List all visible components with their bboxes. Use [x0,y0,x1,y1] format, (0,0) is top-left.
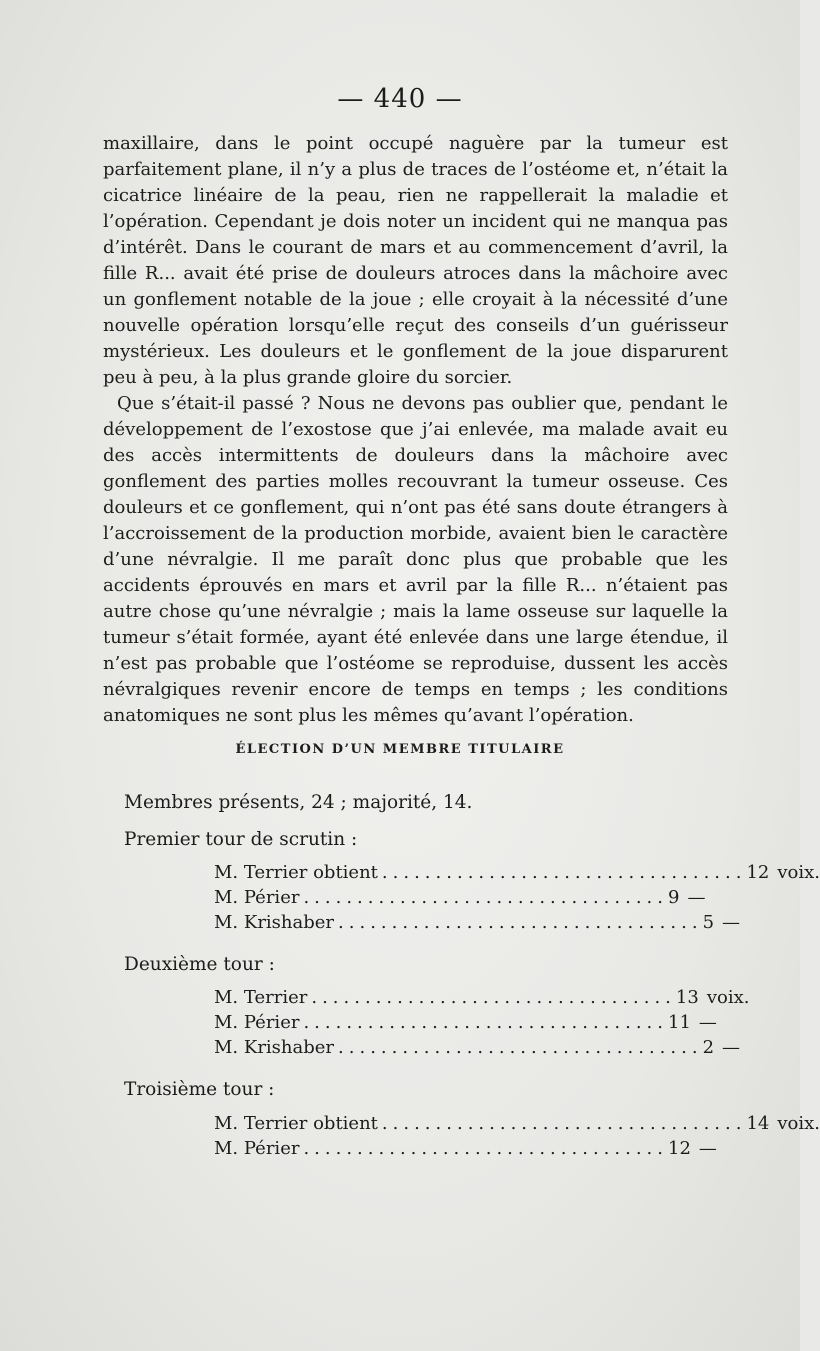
leader-dots: .................................. [311,987,676,1008]
vote-count: 5 [702,912,715,933]
vote-count: 12 [668,1138,691,1159]
election-summary: Membres présents, 24 ; majorité, 14. [124,792,473,813]
page-number: — 440 — [337,84,463,114]
result-row [214,987,750,1013]
vote-count: 9 [668,887,680,908]
leader-dots: .................................. [381,1113,747,1134]
result-row [214,1037,741,1063]
leader-dots: .................................. [381,862,747,883]
section-title: ÉLECTION D’UN MEMBRE TITULAIRE [235,742,565,757]
candidate-name: M. Terrier obtient [214,1113,378,1134]
round-title: Premier tour de scrutin : [124,829,358,850]
candidate-name: M. Terrier [214,987,308,1008]
candidate-name: M. Périer [214,1138,300,1159]
vote-unit: — [698,1012,717,1033]
result-row [214,862,820,888]
candidate-name: M. Périer [214,887,300,908]
vote-count: 12 [746,862,770,883]
vote-unit: — [687,887,706,908]
leader-dots: .................................. [303,887,668,908]
leader-dots: .................................. [338,912,703,933]
vote-count: 13 [675,987,699,1008]
candidate-name: M. Périer [214,1012,300,1033]
vote-count: 11 [668,1012,691,1033]
vote-unit: — [698,1138,717,1159]
vote-unit: voix. [777,1113,820,1134]
result-row [214,887,706,913]
vote-count: 2 [702,1037,715,1058]
vote-unit: — [722,912,741,933]
vote-unit: — [722,1037,741,1058]
round-title: Deuxième tour : [124,954,275,975]
candidate-name: M. Krishaber [214,1037,335,1058]
leader-dots: .................................. [338,1037,703,1058]
vote-unit: voix. [706,987,750,1008]
vote-unit: voix. [777,862,820,883]
paragraph: Que s’était-il passé ? Nous ne devons pas oublier que, pendant le développement de l’exostose que j’ai enlevée, ma malade avait eu des accès intermittents de douleurs dans la mâchoire avec gonflement des parties molles recouvrant la tumeur osseuse. Ces douleurs et ce gonflement, qui n’ont pas été sans doute étrangers à l’accroissement de la production morbide, avaient bien le caractère d’une névralgie. Il me paraît donc plus que probable que les accidents éprouvés en mars et avril par la fille R... n’étaient pas autre chose qu’une névralgie ; mais la lame osseuse sur laquelle la tumeur s’était formée, ayant été enlevée dans une large étendue, il n’est pas probable que l’ostéome se reproduise, dussent les accès névralgiques revenir encore de temps en temps ; les conditions anatomiques ne sont plus les mêmes qu’avant l’opération. [103,393,728,726]
result-row [214,1012,717,1038]
paragraph: maxillaire, dans le point occupé naguère par la tumeur est parfaitement plane, il n’y a plus de traces de l’ostéome et, n’était la cicatrice linéaire de la peau, rien ne rappellerait la maladie et l’opération. Cependant je dois noter un incident qui ne manqua pas d’intérêt. Dans le courant de mars et au commencement d’avril, la fille R... avait été prise de douleurs atroces dans la mâchoire avec un gonflement notable de la joue ; elle croyait à la nécessité d’une nouvelle opération lorsqu’elle reçut des conseils d’un guérisseur mystérieux. Les douleurs et le gonflement de la joue disparurent peu à peu, à la plus grande gloire du sorcier. [103,133,728,388]
result-row [214,1138,717,1164]
result-row [214,912,741,938]
leader-dots: .................................. [303,1138,668,1159]
leader-dots: .................................. [303,1012,668,1033]
vote-count: 14 [746,1113,770,1134]
round-title: Troisième tour : [124,1079,275,1100]
candidate-name: M. Terrier obtient [214,862,378,883]
body-text [103,131,728,729]
candidate-name: M. Krishaber [214,912,335,933]
result-row [214,1113,820,1139]
